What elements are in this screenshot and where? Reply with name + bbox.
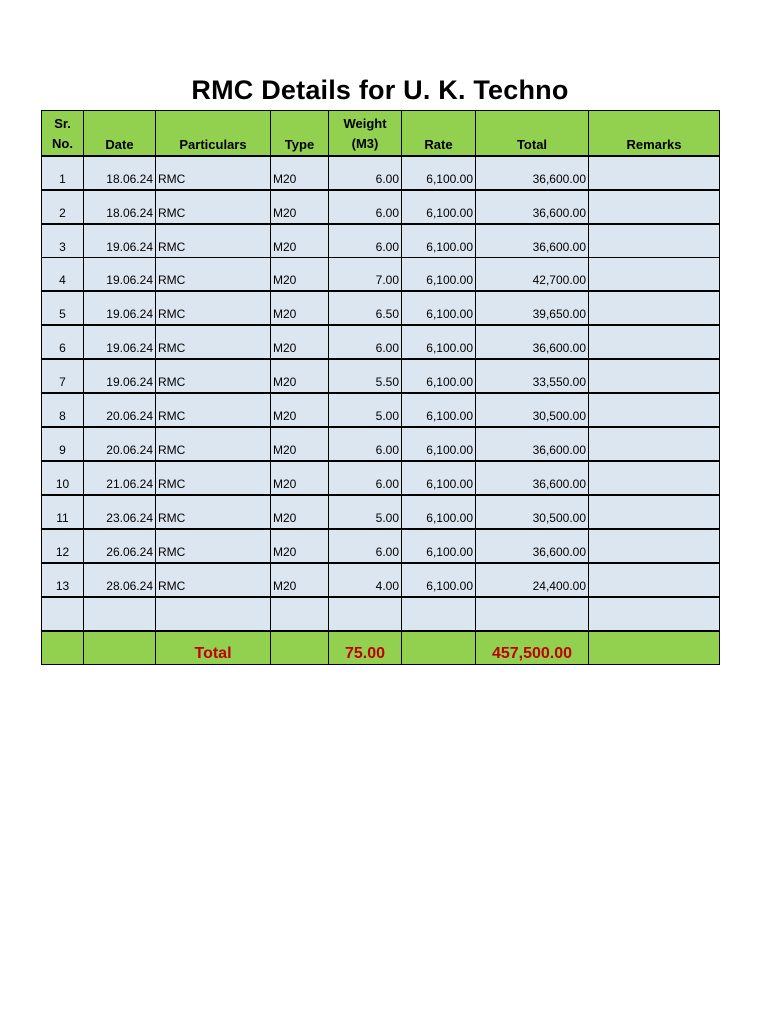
header-particulars[interactable]: Particulars xyxy=(156,111,271,157)
cell-date[interactable]: 19.06.24 xyxy=(84,291,156,325)
cell-particulars[interactable]: RMC xyxy=(156,190,271,224)
cell-rate[interactable]: 6,100.00 xyxy=(402,427,476,461)
cell-particulars[interactable]: RMC xyxy=(156,529,271,563)
empty-cell-rate[interactable] xyxy=(402,597,476,631)
cell-date[interactable]: 19.06.24 xyxy=(84,258,156,292)
cell-rate[interactable]: 6,100.00 xyxy=(402,461,476,495)
cell-sr-no[interactable]: 6 xyxy=(42,325,84,359)
cell-particulars[interactable]: RMC xyxy=(156,393,271,427)
cell-particulars[interactable]: RMC xyxy=(156,427,271,461)
empty-cell-weight[interactable] xyxy=(329,597,402,631)
cell-weight[interactable]: 4.00 xyxy=(329,563,402,597)
cell-rate[interactable]: 6,100.00 xyxy=(402,495,476,529)
header-remarks[interactable]: Remarks xyxy=(589,111,720,157)
cell-particulars[interactable]: RMC xyxy=(156,156,271,190)
cell-date[interactable]: 20.06.24 xyxy=(84,427,156,461)
cell-weight[interactable]: 6.00 xyxy=(329,224,402,258)
header-weight[interactable] xyxy=(329,111,402,157)
total-weight[interactable]: 75.00 xyxy=(329,631,402,665)
cell-total[interactable]: 30,500.00 xyxy=(476,495,589,529)
cell-type[interactable]: M20 xyxy=(271,529,329,563)
cell-weight[interactable]: 5.00 xyxy=(329,393,402,427)
cell-remarks[interactable] xyxy=(589,156,720,190)
cell-weight[interactable]: 6.50 xyxy=(329,291,402,325)
total-cell-remarks[interactable] xyxy=(589,631,720,665)
header-sr-no[interactable] xyxy=(42,111,84,157)
cell-total[interactable]: 33,550.00 xyxy=(476,359,589,393)
table-row xyxy=(42,495,720,529)
cell-rate[interactable]: 6,100.00 xyxy=(402,325,476,359)
header-sr-line2: No. xyxy=(52,136,73,151)
cell-remarks[interactable] xyxy=(589,325,720,359)
cell-weight[interactable]: 6.00 xyxy=(329,461,402,495)
table-row xyxy=(42,359,720,393)
cell-total[interactable]: 36,600.00 xyxy=(476,529,589,563)
cell-particulars[interactable]: RMC xyxy=(156,258,271,292)
cell-date[interactable]: 19.06.24 xyxy=(84,325,156,359)
total-cell-type[interactable] xyxy=(271,631,329,665)
cell-total[interactable]: 36,600.00 xyxy=(476,224,589,258)
total-amount[interactable]: 457,500.00 xyxy=(476,631,589,665)
table-row xyxy=(42,224,720,258)
empty-cell-total[interactable] xyxy=(476,597,589,631)
cell-rate[interactable]: 6,100.00 xyxy=(402,190,476,224)
cell-type[interactable]: M20 xyxy=(271,325,329,359)
cell-type[interactable]: M20 xyxy=(271,224,329,258)
header-rate[interactable]: Rate xyxy=(402,111,476,157)
cell-type[interactable]: M20 xyxy=(271,359,329,393)
cell-remarks[interactable] xyxy=(589,359,720,393)
cell-particulars[interactable]: RMC xyxy=(156,325,271,359)
cell-remarks[interactable] xyxy=(589,258,720,292)
cell-total[interactable]: 36,600.00 xyxy=(476,325,589,359)
cell-type[interactable]: M20 xyxy=(271,190,329,224)
cell-remarks[interactable] xyxy=(589,495,720,529)
cell-remarks[interactable] xyxy=(589,190,720,224)
cell-type[interactable]: M20 xyxy=(271,495,329,529)
table-row xyxy=(42,529,720,563)
cell-rate[interactable]: 6,100.00 xyxy=(402,393,476,427)
header-total[interactable]: Total xyxy=(476,111,589,157)
cell-particulars[interactable]: RMC xyxy=(156,224,271,258)
table-row xyxy=(42,325,720,359)
header-weight-line1: Weight xyxy=(343,116,387,131)
cell-particulars[interactable]: RMC xyxy=(156,563,271,597)
cell-remarks[interactable] xyxy=(589,291,720,325)
header-type[interactable]: Type xyxy=(271,111,329,157)
cell-weight[interactable]: 6.00 xyxy=(329,190,402,224)
cell-weight[interactable]: 6.00 xyxy=(329,529,402,563)
cell-rate[interactable]: 6,100.00 xyxy=(402,563,476,597)
cell-sr-no[interactable]: 9 xyxy=(42,427,84,461)
total-cell-sr[interactable] xyxy=(42,631,84,665)
rmc-details-table xyxy=(41,110,720,665)
cell-particulars[interactable]: RMC xyxy=(156,359,271,393)
cell-date[interactable]: 18.06.24 xyxy=(84,190,156,224)
cell-sr-no[interactable]: 10 xyxy=(42,461,84,495)
cell-sr-no[interactable]: 4 xyxy=(42,258,84,292)
cell-remarks[interactable] xyxy=(589,563,720,597)
total-row xyxy=(42,631,720,665)
empty-cell-type[interactable] xyxy=(271,597,329,631)
cell-sr-no[interactable]: 2 xyxy=(42,190,84,224)
cell-date[interactable]: 19.06.24 xyxy=(84,359,156,393)
cell-remarks[interactable] xyxy=(589,461,720,495)
empty-cell-date[interactable] xyxy=(84,597,156,631)
cell-date[interactable]: 28.06.24 xyxy=(84,563,156,597)
cell-total[interactable]: 36,600.00 xyxy=(476,461,589,495)
cell-date[interactable]: 20.06.24 xyxy=(84,393,156,427)
cell-sr-no[interactable]: 8 xyxy=(42,393,84,427)
cell-sr-no[interactable]: 5 xyxy=(42,291,84,325)
cell-weight[interactable]: 5.00 xyxy=(329,495,402,529)
table-row xyxy=(42,190,720,224)
cell-rate[interactable]: 6,100.00 xyxy=(402,258,476,292)
cell-rate[interactable]: 6,100.00 xyxy=(402,359,476,393)
page-title: RMC Details for U. K. Techno xyxy=(191,75,569,105)
cell-weight[interactable]: 6.00 xyxy=(329,156,402,190)
cell-weight[interactable]: 6.00 xyxy=(329,427,402,461)
empty-cell-remarks[interactable] xyxy=(589,597,720,631)
cell-particulars[interactable]: RMC xyxy=(156,291,271,325)
empty-cell-sr-no[interactable] xyxy=(42,597,84,631)
cell-date[interactable]: 21.06.24 xyxy=(84,461,156,495)
cell-type[interactable]: M20 xyxy=(271,427,329,461)
header-date[interactable]: Date xyxy=(84,111,156,157)
cell-rate[interactable]: 6,100.00 xyxy=(402,224,476,258)
cell-weight[interactable]: 6.00 xyxy=(329,325,402,359)
total-cell-date[interactable] xyxy=(84,631,156,665)
header-sr-line1: Sr. xyxy=(54,116,71,131)
cell-date[interactable]: 26.06.24 xyxy=(84,529,156,563)
cell-sr-no[interactable]: 3 xyxy=(42,224,84,258)
table-row xyxy=(42,393,720,427)
table-row xyxy=(42,427,720,461)
cell-weight[interactable]: 7.00 xyxy=(329,258,402,292)
cell-type[interactable]: M20 xyxy=(271,156,329,190)
table-row xyxy=(42,156,720,190)
cell-sr-no[interactable]: 13 xyxy=(42,563,84,597)
table-row xyxy=(42,563,720,597)
cell-total[interactable]: 42,700.00 xyxy=(476,258,589,292)
cell-sr-no[interactable]: 1 xyxy=(42,156,84,190)
cell-rate[interactable]: 6,100.00 xyxy=(402,529,476,563)
header-weight-line2: (M3) xyxy=(351,136,379,151)
cell-type[interactable]: M20 xyxy=(271,393,329,427)
empty-row xyxy=(42,597,720,631)
table-body xyxy=(42,156,720,631)
cell-type[interactable]: M20 xyxy=(271,258,329,292)
total-label[interactable]: Total xyxy=(156,631,271,665)
cell-remarks[interactable] xyxy=(589,427,720,461)
table-row xyxy=(42,291,720,325)
cell-sr-no[interactable]: 12 xyxy=(42,529,84,563)
cell-remarks[interactable] xyxy=(589,529,720,563)
cell-type[interactable]: M20 xyxy=(271,461,329,495)
cell-total[interactable]: 36,600.00 xyxy=(476,156,589,190)
cell-particulars[interactable]: RMC xyxy=(156,495,271,529)
cell-rate[interactable]: 6,100.00 xyxy=(402,291,476,325)
cell-total[interactable]: 30,500.00 xyxy=(476,393,589,427)
cell-particulars[interactable]: RMC xyxy=(156,461,271,495)
cell-type[interactable]: M20 xyxy=(271,291,329,325)
cell-total[interactable]: 36,600.00 xyxy=(476,190,589,224)
cell-date[interactable]: 18.06.24 xyxy=(84,156,156,190)
cell-total[interactable]: 36,600.00 xyxy=(476,427,589,461)
cell-rate[interactable]: 6,100.00 xyxy=(402,156,476,190)
cell-total[interactable]: 24,400.00 xyxy=(476,563,589,597)
cell-sr-no[interactable]: 11 xyxy=(42,495,84,529)
table-row xyxy=(42,258,720,292)
cell-date[interactable]: 23.06.24 xyxy=(84,495,156,529)
empty-cell-particulars[interactable] xyxy=(156,597,271,631)
cell-date[interactable]: 19.06.24 xyxy=(84,224,156,258)
cell-sr-no[interactable]: 7 xyxy=(42,359,84,393)
table-row xyxy=(42,461,720,495)
cell-remarks[interactable] xyxy=(589,224,720,258)
cell-total[interactable]: 39,650.00 xyxy=(476,291,589,325)
total-cell-rate[interactable] xyxy=(402,631,476,665)
table-header-row xyxy=(42,111,720,157)
cell-type[interactable]: M20 xyxy=(271,563,329,597)
cell-weight[interactable]: 5.50 xyxy=(329,359,402,393)
cell-remarks[interactable] xyxy=(589,393,720,427)
